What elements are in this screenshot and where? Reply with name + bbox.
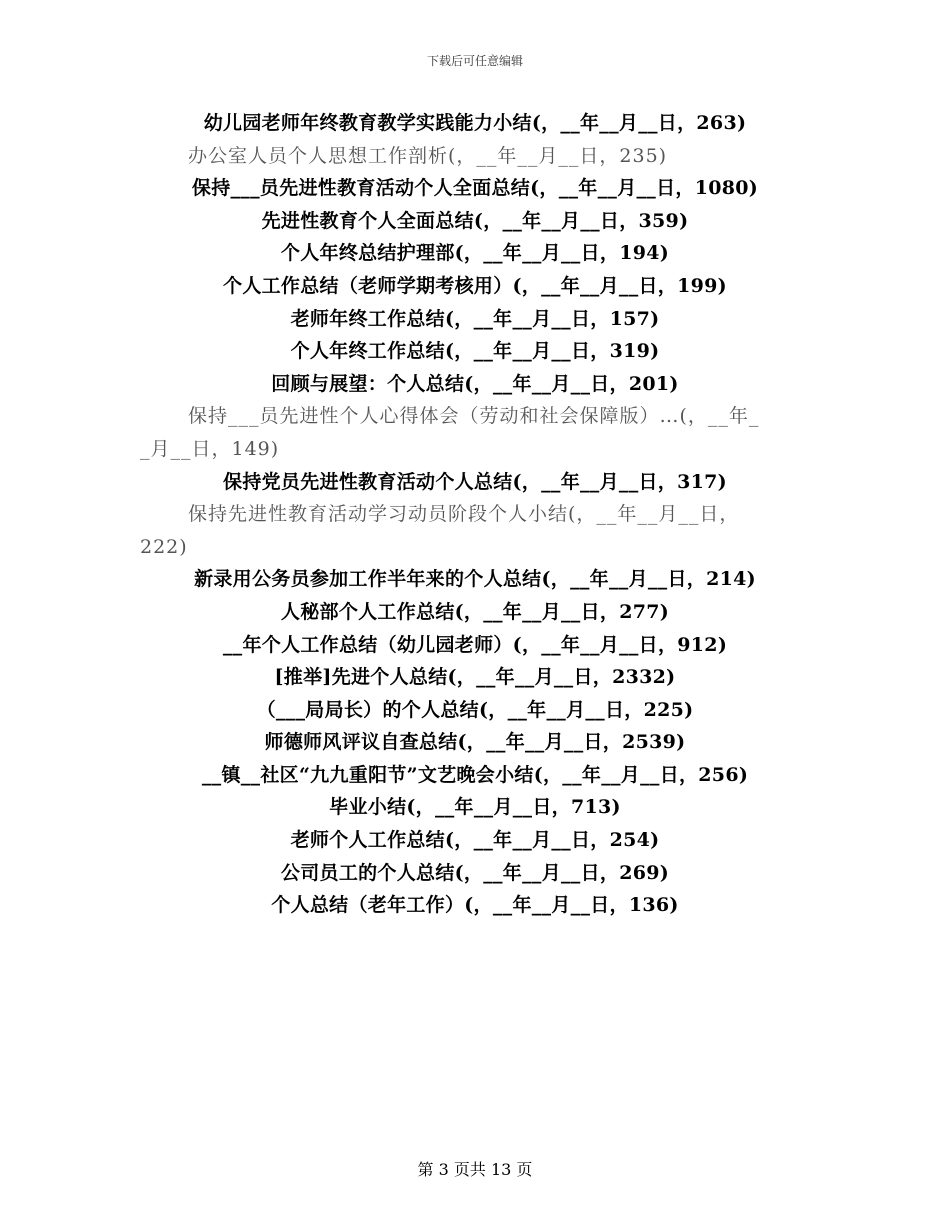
- toc-entry[interactable]: 老师个人工作总结(，__年__月__日，254): [290, 829, 660, 852]
- toc-entry-continuation[interactable]: _月__日，149): [140, 437, 280, 460]
- toc-entry[interactable]: __镇__社区“九九重阳节”文艺晚会小结(，__年__月__日，256): [201, 763, 749, 786]
- toc-entry[interactable]: 个人年终总结护理部(，__年__月__日，194): [280, 242, 670, 265]
- toc-entry[interactable]: __年个人工作总结（幼儿园老师）(，__年__月__日，912): [222, 633, 728, 656]
- toc-entry[interactable]: （___局局长）的个人总结(，__年__月__日，225): [256, 698, 694, 721]
- toc-entry[interactable]: 老师年终工作总结(，__年__月__日，157): [290, 307, 660, 330]
- toc-entry[interactable]: 个人年终工作总结(，__年__月__日，319): [290, 340, 660, 363]
- table-of-contents: [140, 107, 810, 922]
- toc-entry[interactable]: [推举]先进个人总结(，__年__月__日，2332): [274, 666, 676, 689]
- toc-entry[interactable]: 新录用公务员参加工作半年来的个人总结(，__年__月__日，214): [194, 568, 756, 591]
- toc-entry[interactable]: 个人总结（老年工作）(，__年__月__日，136): [271, 894, 679, 917]
- toc-entry[interactable]: 保持党员先进性教育活动个人总结(，__年__月__日，317): [223, 470, 727, 493]
- toc-entry[interactable]: 公司员工的个人总结(，__年__月__日，269): [280, 861, 670, 884]
- toc-entry[interactable]: 先进性教育个人全面总结(，__年__月__日，359): [261, 209, 689, 232]
- page-header: 下载后可任意编辑: [426, 54, 523, 68]
- toc-entry[interactable]: 保持___员先进性个人心得体会（劳动和社会保障版）…(，__年_: [188, 405, 760, 428]
- toc-entry[interactable]: 毕业小结(，__年__月__日，713): [329, 796, 621, 819]
- toc-entry[interactable]: 保持先进性教育活动学习动员阶段个人小结(，__年__月__日，: [188, 503, 740, 526]
- toc-entry[interactable]: 幼儿园老师年终教育教学实践能力小结(，__年__月__日，263): [203, 112, 747, 134]
- toc-entry-continuation[interactable]: 222): [140, 535, 188, 558]
- toc-entry[interactable]: 个人工作总结（老师学期考核用）(，__年__月__日，199): [223, 274, 727, 297]
- toc-entry[interactable]: 保持___员先进性教育活动个人全面总结(，__年__月__日，1080): [191, 177, 759, 200]
- toc-entry[interactable]: 人秘部个人工作总结(，__年__月__日，277): [280, 600, 670, 623]
- page-footer: 第 3 页共 13 页: [417, 1160, 533, 1179]
- toc-entry[interactable]: 师德师风评议自查总结(，__年__月__日，2539): [264, 731, 686, 754]
- toc-entry[interactable]: 办公室人员个人思想工作剖析(，__年__月__日，235): [188, 144, 668, 167]
- toc-entry[interactable]: 回顾与展望：个人总结(，__年__月__日，201): [271, 372, 679, 395]
